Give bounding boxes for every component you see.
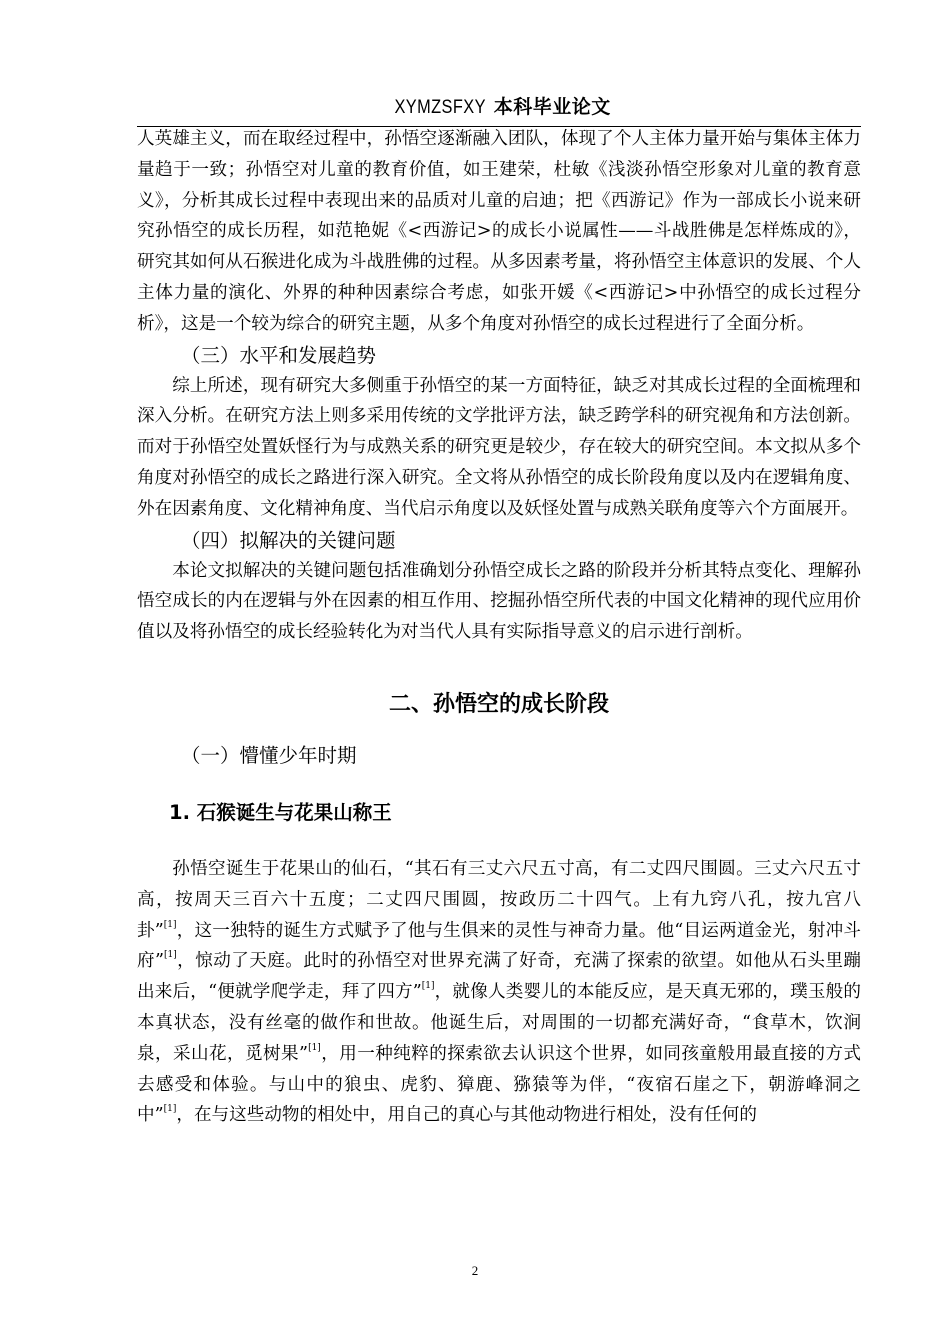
page-number: 2 [471, 1263, 479, 1278]
paragraph-key-problems: 本论文拟解决的关键问题包括准确划分孙悟空成长之路的阶段并分析其特点变化、理解孙悟空成长的内在逻辑与外在因素的相互作用、挖掘孙悟空所代表的中国文化精神的现代应用价值以及将孙悟空的成长经验转化为对当代人具有实际指导意义的启示进行剖析。 [137, 560, 861, 643]
paragraph-summary: 综上所述，现有研究大多侧重于孙悟空的某一方面特征，缺乏对其成长过程的全面梳理和深入分析。在研究方法上则多采用传统的文学批评方法，缺乏跨学科的研究视角和方法创新。而对于孙悟空处置妖怪行为与成熟关系的研究更是较少，存在较大的研究空间。本文拟从多个角度对孙悟空的成长之路进行深入研究。全文将从孙悟空的成长阶段角度以及内在逻辑角度、外在因素角度、文化精神角度、当代启示角度以及妖怪处置与成熟关联角度等六个方面展开。 [137, 375, 861, 519]
sentence: ，这一独特的诞生方式赋予了他与生俱来的灵性与神奇力量。他“目运两道金光，射冲斗府” [137, 920, 862, 972]
paragraph-birth [137, 854, 861, 1131]
citation: [1] [164, 950, 177, 961]
citation: [1] [163, 919, 177, 930]
subsection-heading-birth: 1. 石猴诞生与花果山称王 [169, 801, 392, 825]
chapter-heading: 二、孙悟空的成长阶段 [388, 691, 609, 717]
citation: [1] [308, 1042, 321, 1053]
sentence: ，就像人类婴儿的本能反应，是天真无邪的，璞玉般的本真状态，没有丝毫的做作和世故。他诞生后，对周围的一切都充满好奇，“食草木，饮涧泉，采山花，觅树果” [137, 982, 861, 1064]
paragraph-review-continued: 人英雄主义，而在取经过程中，孙悟空逐渐融入团队，体现了个人主体力量开始与集体主体力量趋于一致；孙悟空对儿童的教育价值，如王建荣，杜敏《浅淡孙悟空形象对儿童的教育意义》，分析其成长过程中表现出来的品质对儿童的启迪；把《西游记》作为一部成长小说来研究孙悟空的成长历程，如范艳妮《<西游记>的成长小说属性——斗战胜佛是怎样炼成的》，研究其如何从石猴进化成为斗战胜佛的过程。从多因素考量，将孙悟空主体意识的发展、个人主体力量的演化、外界的种种因素综合考虑，如张开媛《<西游记>中孙悟空的成长过程分析》，这是一个较为综合的研究主题，从多个角度对孙悟空的成长过程进行了全面分析。 [137, 129, 861, 334]
body-text [137, 124, 861, 1131]
citation: [1] [421, 981, 435, 992]
sentence: 孙悟空诞生于花果山的仙石，“其石有三丈六尺五寸高，有二丈四尺围圆。三丈六尺五寸高，按周天三百六十五度；二丈四尺围圆，按政历二十四气。上有九窍八孔，按九宫八卦” [137, 859, 861, 941]
running-header [137, 92, 861, 127]
citation: [1] [163, 1104, 177, 1115]
heading-level-trends: （三）水平和发展趋势 [181, 343, 377, 367]
sentence: ，惊动了天庭。此时的孙悟空对世界充满了好奇，充满了探索的欲望。如他从石头里蹦出来后，“便就学爬学走，拜了四方” [137, 951, 861, 1003]
header-cn: 本科毕业论文 [493, 96, 611, 118]
sentence: ，用一种纯粹的探索欲去认识这个世界，如同孩童般用最直接的方式去感受和体验。与山中的狼虫、虎豹、獐鹿、猕猿等为伴，“夜宿石崖之下，朝游峰洞之中” [137, 1043, 861, 1126]
section-heading-youth: （一）懵懂少年时期 [181, 744, 357, 768]
header-title [387, 96, 610, 118]
sentence: ，在与这些动物的相处中，用自己的真心与其他动物进行相处，没有任何的 [176, 1105, 757, 1126]
heading-key-problems: （四）拟解决的关键问题 [181, 528, 396, 552]
header-latin: XYMZSFXY [394, 97, 487, 118]
